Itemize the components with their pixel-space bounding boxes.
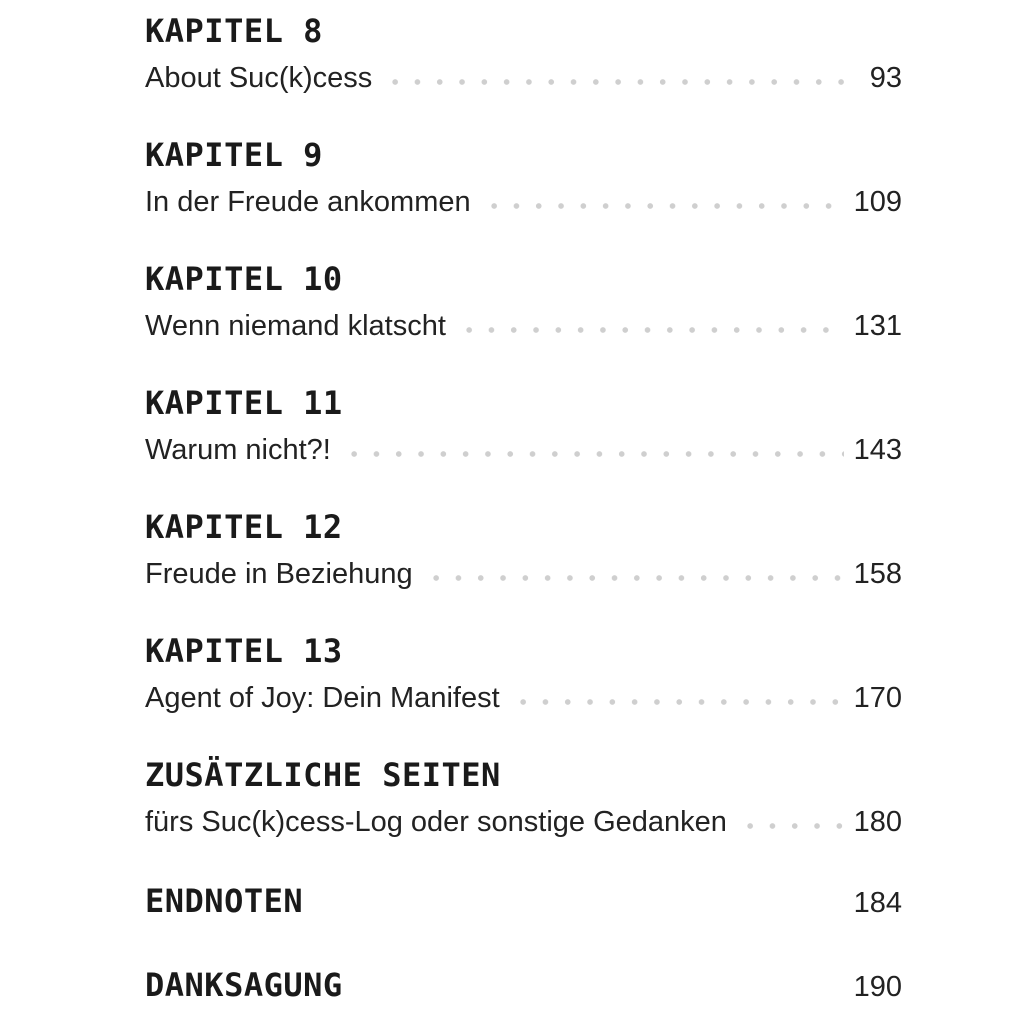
dot-leader [458,326,844,334]
table-of-contents [145,0,902,1024]
toc-entry-danksagung[interactable] [145,966,902,1004]
page-number: 131 [853,310,902,342]
chapter-title: Wenn niemand klatscht [145,310,446,342]
section-heading: ENDNOTEN [145,882,304,920]
dot-leader [739,822,844,830]
section-title: fürs Suc(k)cess-Log oder sonstige Gedanken [145,806,727,838]
dot-leader [483,202,844,210]
chapter-heading: KAPITEL 13 [145,632,343,670]
chapter-heading: KAPITEL 10 [145,260,343,298]
dot-leader [384,78,859,86]
section-heading: ZUSÄTZLICHE SEITEN [145,756,501,794]
chapter-heading: KAPITEL 8 [145,12,323,50]
page-number: 158 [853,558,902,590]
chapter-title: Freude in Beziehung [145,558,413,590]
chapter-heading: KAPITEL 9 [145,136,323,174]
chapter-title: Warum nicht?! [145,434,331,466]
chapter-title-line [145,432,902,468]
page-number: 109 [853,186,902,218]
dot-leader [512,698,844,706]
chapter-heading: KAPITEL 11 [145,384,343,422]
section-title-line [145,804,902,840]
chapter-title-line [145,308,902,344]
chapter-heading: KAPITEL 12 [145,508,343,546]
chapter-title: Agent of Joy: Dein Manifest [145,682,500,714]
page-number: 180 [853,806,902,838]
page-number: 190 [853,971,902,1003]
page-number: 93 [869,62,902,94]
dot-leader [425,574,844,582]
chapter-title-line [145,556,902,592]
chapter-title: About Suc(k)cess [145,62,373,94]
chapter-title-line [145,184,902,220]
chapter-title-line [145,60,902,96]
page-number: 170 [853,682,902,714]
page-number: 143 [853,434,902,466]
page-number: 184 [853,887,902,919]
dot-leader [343,450,844,458]
chapter-title: In der Freude ankommen [145,186,471,218]
section-heading: DANKSAGUNG [145,966,343,1004]
chapter-title-line [145,680,902,716]
toc-entry-endnoten[interactable] [145,882,902,920]
